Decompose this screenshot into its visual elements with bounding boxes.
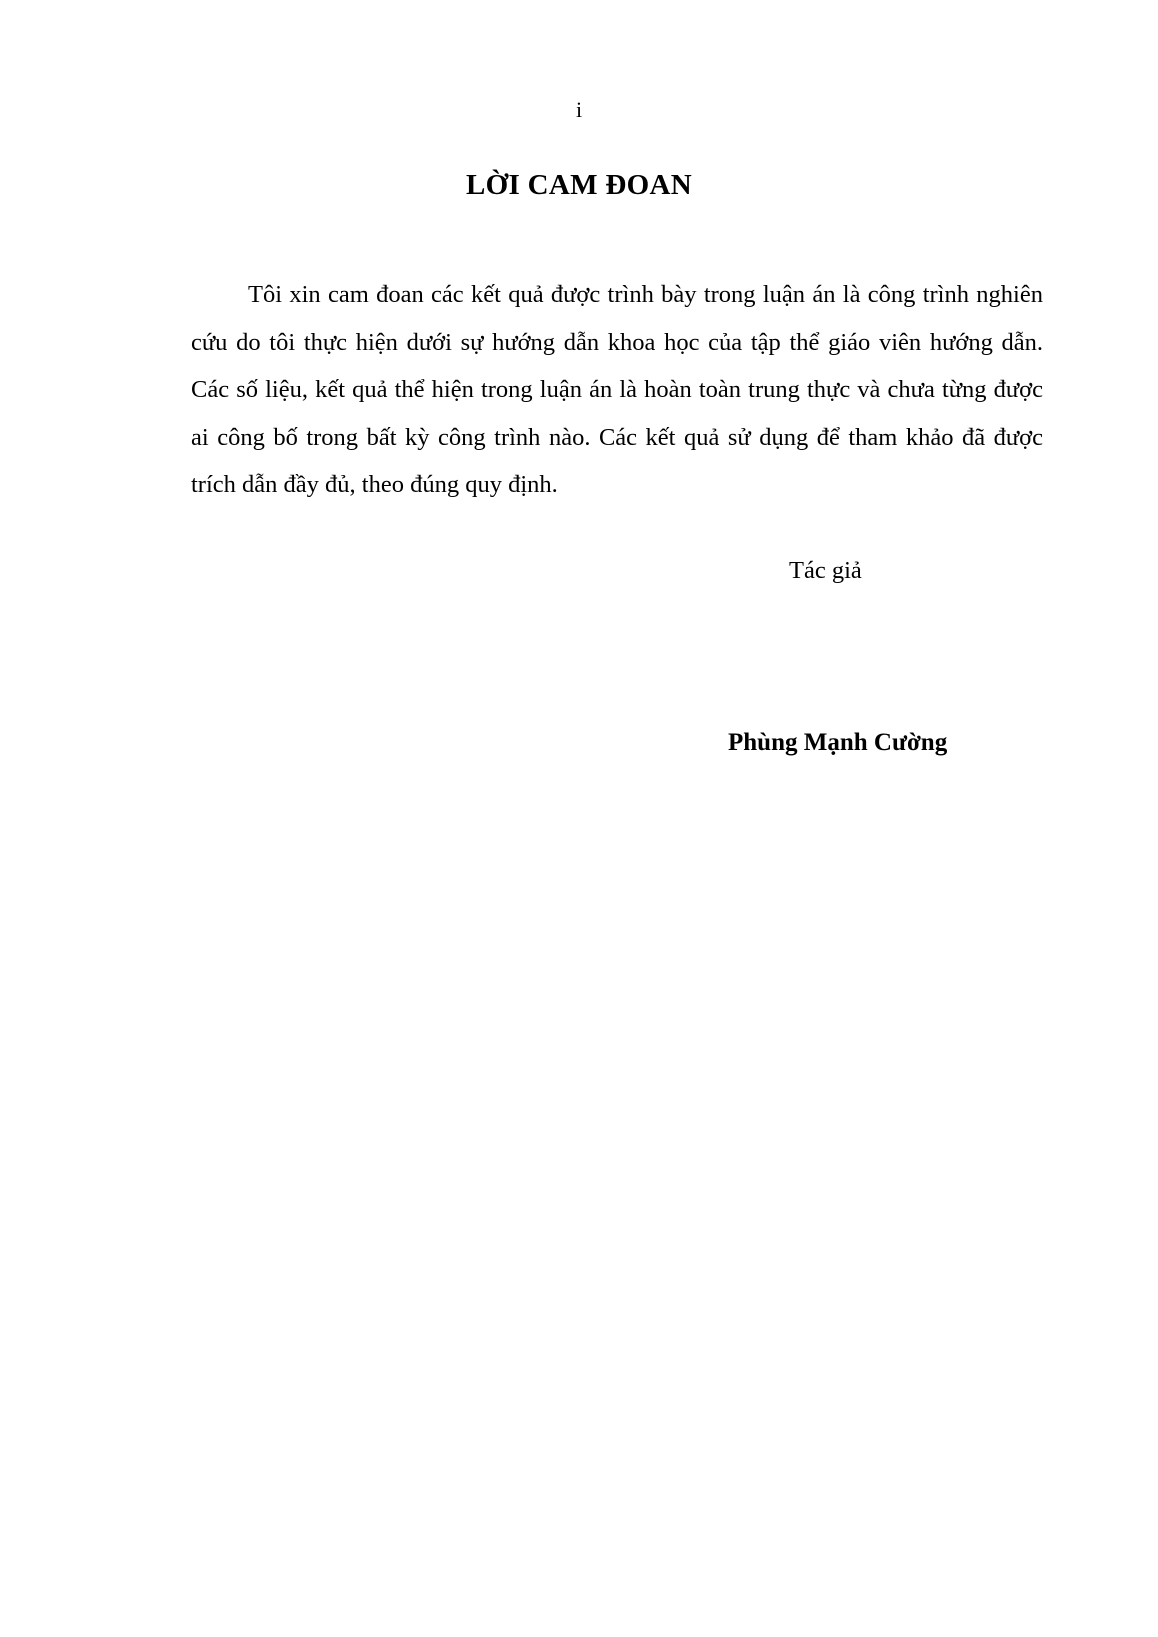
- page-title: LỜI CAM ĐOAN: [466, 169, 692, 201]
- signature-name: Phùng Mạnh Cường: [728, 729, 948, 756]
- page-number: i: [575, 97, 583, 122]
- declaration-paragraph: Tôi xin cam đoan các kết quả được trình bày trong luận án là công trình nghiên cứu do tôi thực hiện dưới sự hướng dẫn khoa học của tập thể giáo viên hướng dẫn. Các số liệu, kết quả thể hiện trong luận án là hoàn toàn trung thực và chưa từng được ai công bố trong bất kỳ công trình nào. Các kết quả sử dụng để tham khảo đã được trích dẫn đầy đủ, theo đúng quy định.: [191, 281, 1043, 498]
- signature-role: Tác giả: [789, 557, 862, 584]
